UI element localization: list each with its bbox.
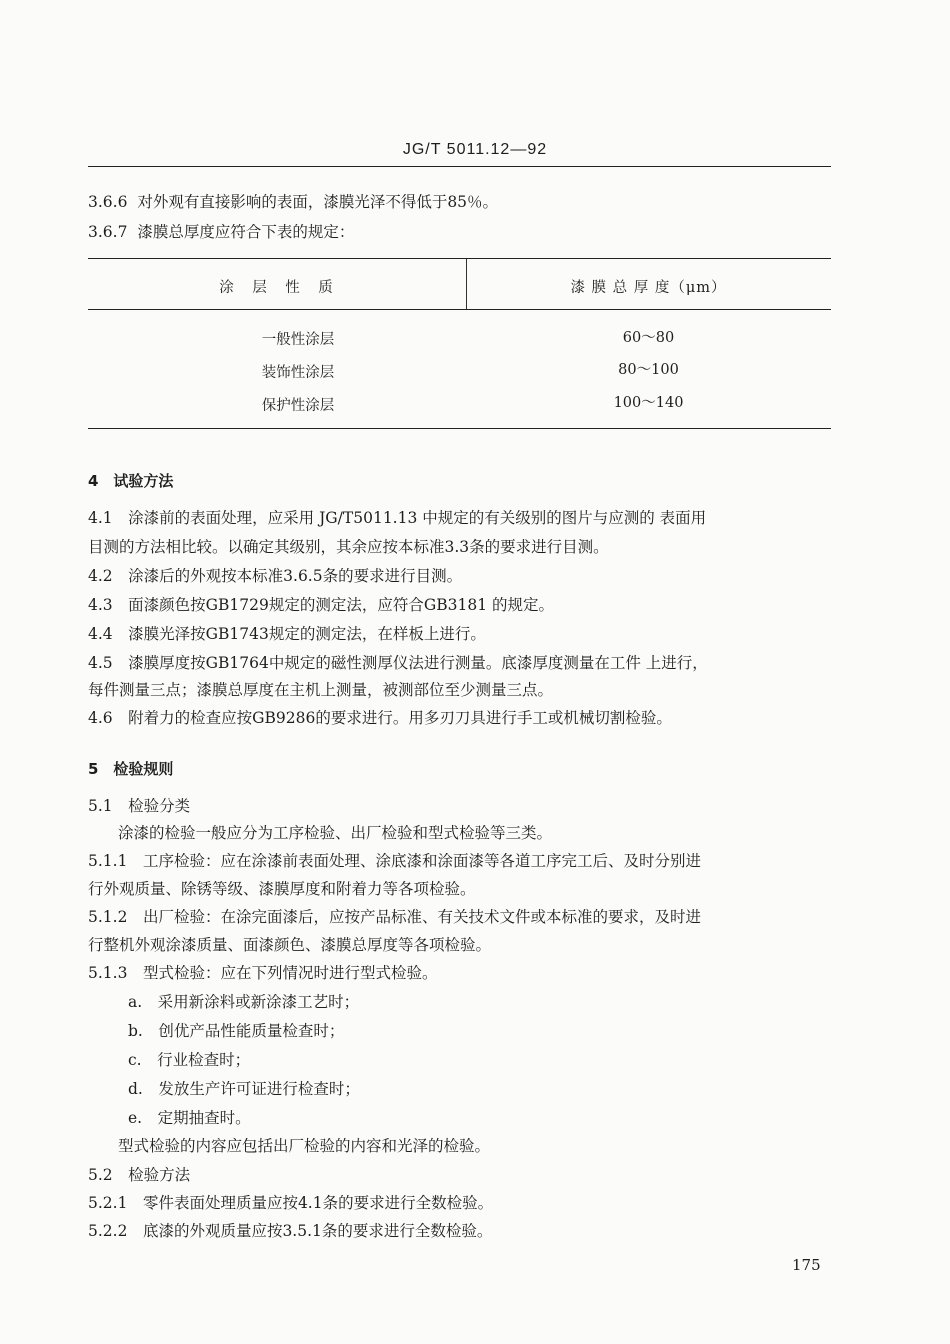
clause-5-1-2-line1: 5.1.2 出厂检验：在涂完面漆后，应按产品标准、有关技术文件或本标准的要求，及时进	[88, 908, 701, 926]
clause-4-5-line2: 每件测量三点；漆膜总厚度在主机上测量，被测部位至少测量三点。	[88, 681, 554, 699]
table-cell-type: 一般性涂层	[261, 332, 335, 348]
list-item-e: e. 定期抽查时。	[128, 1109, 251, 1127]
list-item-a: a. 采用新涂料或新涂漆工艺时；	[128, 993, 360, 1011]
clause-number: 3.6.7	[88, 223, 128, 241]
clause-5-2-2: 5.2.2 底漆的外观质量应按3.5.1条的要求进行全数检验。	[88, 1222, 493, 1240]
header-rule	[88, 166, 831, 167]
clause-5-1-3: 5.1.3 型式检验：应在下列情况时进行型式检验。	[88, 964, 438, 982]
clause-number: 3.6.6	[88, 193, 128, 211]
table-cell-thickness: 100～140	[613, 395, 684, 411]
table-cell-thickness: 60～80	[622, 330, 675, 346]
clause-5-1: 5.1 检验分类	[88, 797, 191, 815]
clause-5-1-2-line2: 行整机外观涂漆质量、面漆颜色、漆膜总厚度等各项检验。	[88, 936, 492, 954]
clause-4-6: 4.6 附着力的检查应按GB9286的要求进行。用多刃刀具进行手工或机械切割检验。	[88, 709, 672, 727]
clause-4-5-line1: 4.5 漆膜厚度按GB1764中规定的磁性测厚仪法进行测量。底漆厚度测量在工件 上进行，	[88, 654, 708, 672]
list-item-b: b. 创优产品性能质量检查时；	[128, 1022, 345, 1040]
column-header-thickness: 漆 膜 总 厚 度（μm）	[570, 280, 727, 296]
section-4-heading: 4 试验方法	[88, 472, 174, 490]
clause-5-1-paragraph: 涂漆的检验一般应分为工序检验、出厂检验和型式检验等三类。	[118, 824, 553, 842]
clause-text: 漆膜总厚度应符合下表的规定：	[137, 223, 355, 241]
type-test-paragraph: 型式检验的内容应包括出厂检验的内容和光泽的检验。	[118, 1137, 491, 1155]
section-5-heading: 5 检验规则	[88, 760, 174, 778]
page-header: JG/T 5011.12—92	[402, 141, 548, 158]
list-item-c: c. 行业检查时；	[128, 1051, 251, 1069]
list-item-d: d. 发放生产许可证进行检查时；	[128, 1080, 360, 1098]
table-cell-type: 装饰性涂层	[261, 365, 335, 381]
table-header-rule	[88, 309, 831, 310]
clause-5-2: 5.2 检验方法	[88, 1166, 191, 1184]
table-bottom-rule	[88, 428, 831, 429]
table-cell-thickness: 80～100	[618, 362, 679, 378]
clause-3-6-7	[88, 220, 354, 242]
clause-5-1-1-line2: 行外观质量、除锈等级、漆膜厚度和附着力等各项检验。	[88, 880, 476, 898]
column-header-coating-type: 涂 层 性 质	[219, 280, 335, 296]
clause-4-4: 4.4 漆膜光泽按GB1743规定的测定法，在样板上进行。	[88, 625, 486, 643]
clause-5-2-1: 5.2.1 零件表面处理质量应按4.1条的要求进行全数检验。	[88, 1194, 494, 1212]
clause-4-1-line1: 4.1 涂漆前的表面处理，应采用 JG/T5011.13 中规定的有关级别的图片与应测的 表面用	[88, 509, 707, 527]
clause-3-6-6	[88, 190, 498, 212]
clause-text: 对外观有直接影响的表面，漆膜光泽不得低于85％。	[137, 193, 499, 211]
table-top-rule	[88, 258, 831, 259]
table-cell-type: 保护性涂层	[261, 398, 335, 414]
clause-4-2: 4.2 涂漆后的外观按本标准3.6.5条的要求进行目测。	[88, 567, 463, 585]
page-number: 175	[792, 1256, 821, 1274]
clause-5-1-1-line1: 5.1.1 工序检验：应在涂漆前表面处理、涂底漆和涂面漆等各道工序完工后、及时分别进	[88, 852, 701, 870]
clause-4-3: 4.3 面漆颜色按GB1729规定的测定法，应符合GB3181 的规定。	[88, 596, 555, 614]
clause-4-1-line2: 目测的方法相比较。以确定其级别，其余应按本标准3.3条的要求进行目测。	[88, 538, 609, 556]
